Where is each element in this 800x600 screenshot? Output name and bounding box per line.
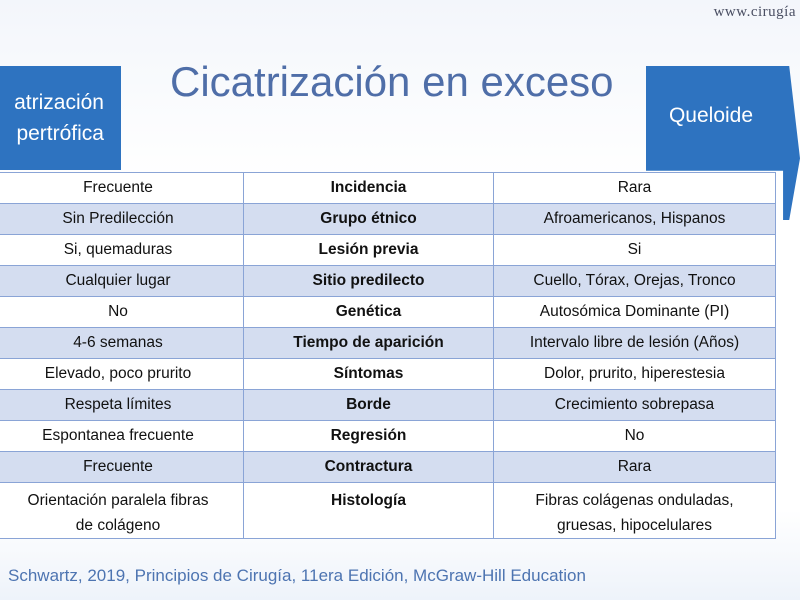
criterion-cell: Histología <box>244 483 494 539</box>
criterion-cell: Regresión <box>244 421 494 452</box>
left-header-line1: atrización <box>14 91 104 114</box>
right-cell: Intervalo libre de lesión (Años) <box>494 328 776 359</box>
right-cell: Cuello, Tórax, Orejas, Tronco <box>494 266 776 297</box>
left-cell: No <box>0 297 244 328</box>
right-cell: Autosómica Dominante (PI) <box>494 297 776 328</box>
table-row <box>0 173 776 204</box>
left-cell: Frecuente <box>0 173 244 204</box>
left-cell: Si, quemaduras <box>0 235 244 266</box>
criterion-cell: Genética <box>244 297 494 328</box>
table-row <box>0 359 776 390</box>
criterion-cell: Tiempo de aparición <box>244 328 494 359</box>
left-header-line2: pertrófica <box>16 122 104 145</box>
left-cell: Cualquier lugar <box>0 266 244 297</box>
left-cell-line1: Orientación paralela fibras <box>27 492 209 509</box>
hypertrophic-scar-header <box>0 66 121 170</box>
criterion-cell: Incidencia <box>244 173 494 204</box>
criterion-cell: Borde <box>244 390 494 421</box>
right-cell: Rara <box>494 173 776 204</box>
left-cell: Espontanea frecuente <box>0 421 244 452</box>
criterion-cell: Grupo étnico <box>244 204 494 235</box>
left-cell: 4-6 semanas <box>0 328 244 359</box>
table-row <box>0 390 776 421</box>
right-cell: Si <box>494 235 776 266</box>
right-cell: Rara <box>494 452 776 483</box>
criterion-cell: Sitio predilecto <box>244 266 494 297</box>
slide-title: Cicatrización en exceso <box>170 58 614 105</box>
left-cell-line2: de colágeno <box>75 517 161 534</box>
table-row <box>0 297 776 328</box>
criterion-cell: Contractura <box>244 452 494 483</box>
left-cell <box>0 483 244 539</box>
left-cell: Sin Predilección <box>0 204 244 235</box>
table-row <box>0 204 776 235</box>
left-cell: Respeta límites <box>0 390 244 421</box>
table-row <box>0 235 776 266</box>
table-row <box>0 421 776 452</box>
right-cell: No <box>494 421 776 452</box>
citation-footer: Schwartz, 2019, Principios de Cirugía, 11era Edición, McGraw-Hill Education <box>8 566 586 585</box>
right-cell: Dolor, prurito, hiperestesia <box>494 359 776 390</box>
comparison-table <box>0 172 776 539</box>
criterion-cell: Síntomas <box>244 359 494 390</box>
table-row <box>0 266 776 297</box>
table-row <box>0 328 776 359</box>
right-cell-line2: gruesas, hipocelulares <box>556 517 713 534</box>
watermark-text: www.cirugía <box>713 4 796 20</box>
left-cell: Frecuente <box>0 452 244 483</box>
table-row <box>0 483 776 539</box>
keloid-header: Queloide <box>668 104 754 127</box>
left-cell: Elevado, poco prurito <box>0 359 244 390</box>
right-cell: Crecimiento sobrepasa <box>494 390 776 421</box>
criterion-cell: Lesión previa <box>244 235 494 266</box>
right-cell <box>494 483 776 539</box>
right-cell: Afroamericanos, Hispanos <box>494 204 776 235</box>
right-cell-line1: Fibras colágenas onduladas, <box>535 492 734 509</box>
table-row <box>0 452 776 483</box>
